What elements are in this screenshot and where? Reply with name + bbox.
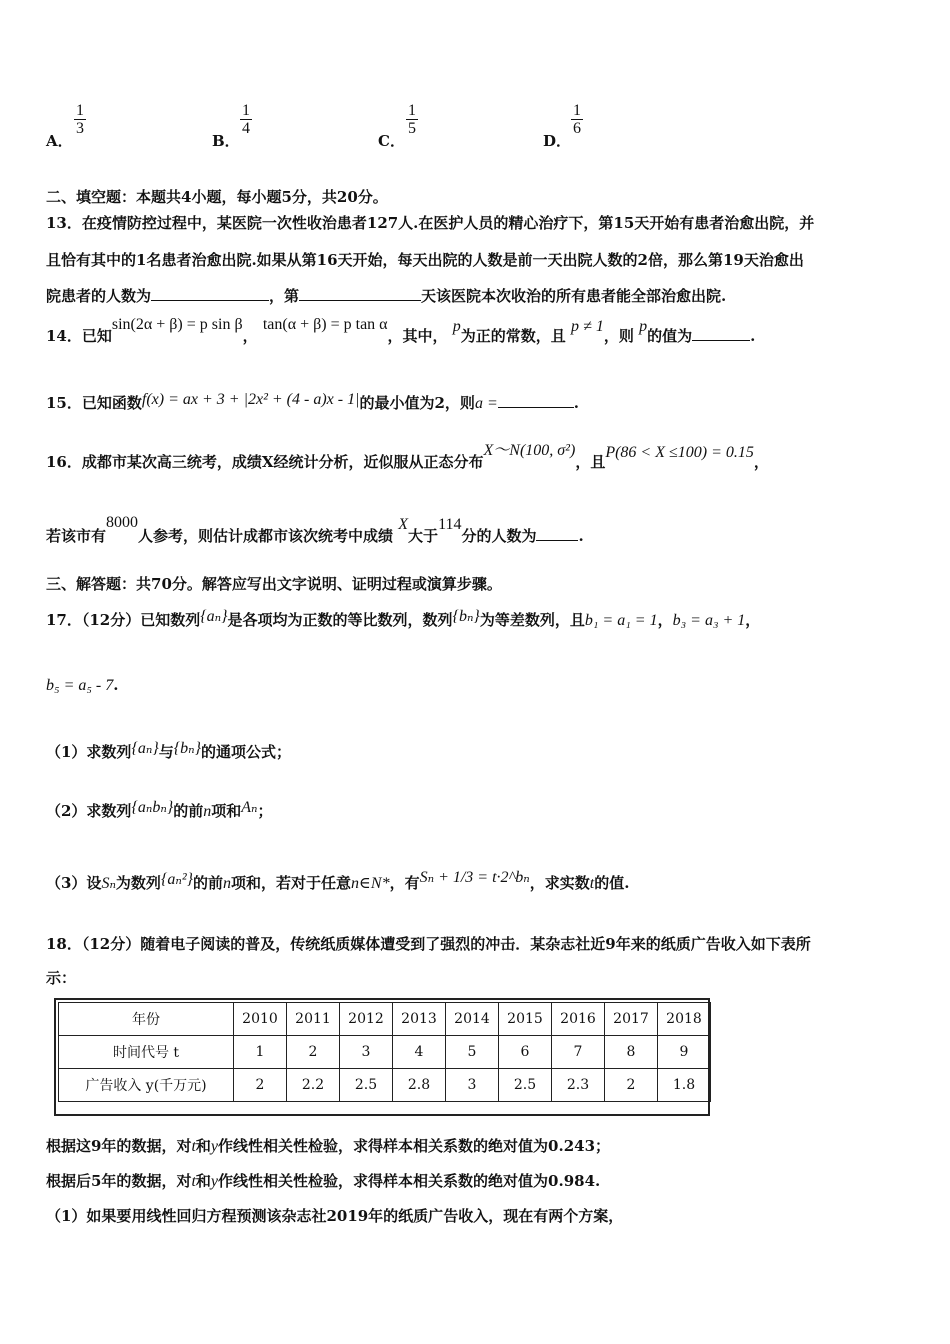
q14-formula-1: sin(2α + β) = p sin β — [111, 316, 243, 333]
q16-formula-1: X～N(100, σ²) — [483, 442, 576, 459]
option-d-label: D． — [543, 132, 572, 150]
q16-line-1: 16．成都市某次高三统考，成绩X经统计分析，近似服从正态分布X～N(100, σ²)，且P(86 < X ≤100) = 0.15， — [46, 442, 769, 471]
answer-blank — [299, 286, 421, 301]
q13-line-1: 13．在疫情防控过程中，某医院一次性收治患者127人.在医护人员的精心治疗下，第15天开始有患者治愈出院，并 — [46, 214, 815, 232]
q18-line-2: 示： — [46, 969, 77, 987]
option-a-label: A． — [46, 132, 73, 150]
answer-blank — [536, 526, 578, 541]
q16-formula-2: P(86 < X ≤100) = 0.15 — [605, 444, 754, 461]
ad-revenue-table — [58, 1002, 711, 1102]
q13-line-3: 院患者的人数为 ，第 天该医院本次收治的所有患者能全部治愈出院. — [46, 287, 727, 305]
answer-blank — [151, 286, 269, 301]
q14-formula-3: p ≠ 1 — [571, 318, 604, 335]
q17-line-1: 17．（12分）已知数列{aₙ}是各项均为正数的等比数列，数列{bₙ}为等差数列，且b₁ = a₁ = 1，b₃ = a₃ + 1， — [46, 608, 761, 629]
q17-part-3: （3）设Sₙ为数列{aₙ²}的前n项和，若对于任意n∈N*，有Sₙ + 1/3 = t·2^bₙ，求实数t的值. — [46, 869, 630, 892]
section-2-heading: 二、填空题：本题共4小题，每小题5分，共20分。 — [46, 188, 388, 206]
q16-line-2: 若该市有8000人参考，则估计成都市该次统考中成绩 X大于114分的人数为 . — [46, 514, 584, 545]
q14-formula-2: tan(α + β) = p tan α — [262, 316, 388, 333]
q14: 14．已知sin(2α + β) = p sin β， tan(α + β) = p tan α，其中， p为正的常数，且 p ≠ 1，则 p的值为 . — [46, 316, 756, 345]
q18-line-1: 18．（12分）随着电子阅读的普及，传统纸质媒体遭受到了强烈的冲击．某杂志社近9年来的纸质广告收入如下表所 — [46, 935, 811, 953]
table-row: 时间代号 t 1 2 3 4 5 6 7 8 9 — [59, 1036, 711, 1069]
option-c-fraction: $\frac{1}{5}$ — [408, 102, 416, 137]
option-c-label: C． — [378, 132, 405, 150]
q15: 15．已知函数f(x) = ax + 3 + |2x² + (4 - a)x - 1|的最小值为2，则a = . — [46, 391, 579, 412]
table-row: 年份 2010 2011 2012 2013 2014 2015 2016 2017 2018 — [59, 1003, 711, 1036]
option-a-fraction: $\frac{1}{3}$ — [76, 102, 84, 137]
q17-part-1: （1）求数列{aₙ}与{bₙ}的通项公式； — [46, 740, 292, 761]
q18-line-4: 根据后5年的数据，对t和y作线性相关性检验，求得样本相关系数的绝对值为0.984. — [46, 1172, 601, 1190]
option-b-fraction: $\frac{1}{4}$ — [242, 102, 250, 137]
q15-formula: f(x) = ax + 3 + |2x² + (4 - a)x - 1| — [141, 391, 360, 408]
q17-part-2: （2）求数列{aₙbₙ}的前n项和Aₙ； — [46, 799, 273, 820]
option-b-label: B． — [212, 132, 240, 150]
answer-blank — [498, 393, 574, 408]
q18-line-5: （1）如果要用线性回归方程预测该杂志社2019年的纸质广告收入，现在有两个方案， — [46, 1207, 624, 1225]
section-3-heading: 三、解答题：共70分。解答应写出文字说明、证明过程或演算步骤。 — [46, 575, 502, 593]
table-row: 广告收入 y(千万元) 2 2.2 2.5 2.8 3 2.5 2.3 2 1.8 — [59, 1069, 711, 1102]
q17-line-2: b₅ = a₅ - 7. — [46, 676, 119, 694]
q17-formula-4: Sₙ + 1/3 = t·2^bₙ — [419, 869, 530, 886]
answer-blank — [692, 326, 750, 341]
q18-line-3: 根据这9年的数据，对t和y作线性相关性检验，求得样本相关系数的绝对值为0.243； — [46, 1137, 611, 1155]
q13-line-2: 且恰有其中的1名患者治愈出院.如果从第16天开始，每天出院的人数是前一天出院人数的2倍，那么第19天治愈出 — [46, 251, 804, 269]
option-d-fraction: $\frac{1}{6}$ — [573, 102, 581, 137]
